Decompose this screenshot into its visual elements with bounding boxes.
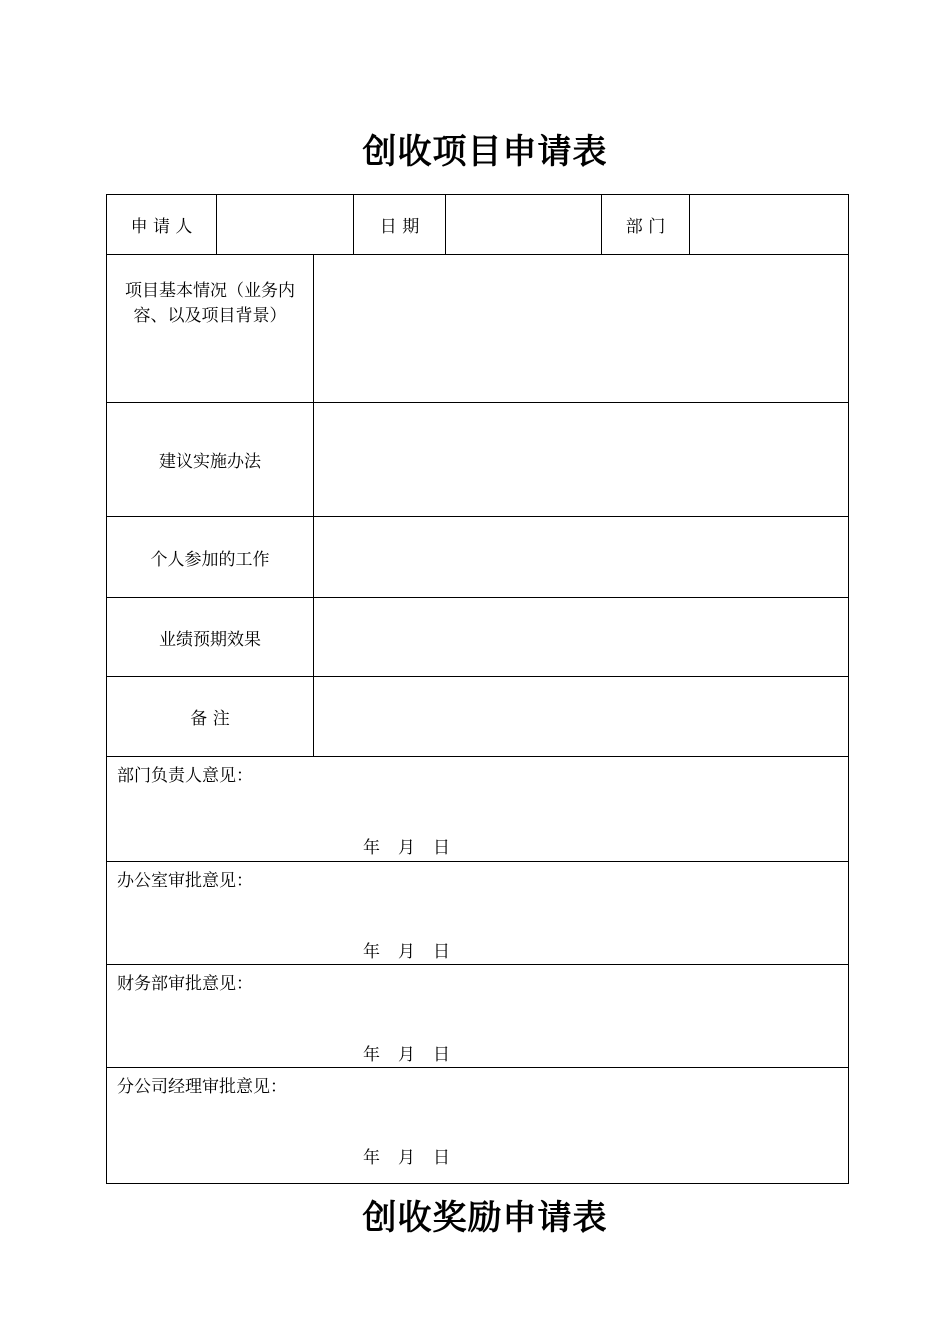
project-basics-label-cell bbox=[106, 254, 314, 403]
department-field[interactable] bbox=[689, 194, 849, 255]
next-form-title: 创收奖励申请表 bbox=[362, 1198, 608, 1238]
expected-results-label: 业绩预期效果 bbox=[106, 597, 314, 677]
year-label: 年 bbox=[363, 1045, 380, 1065]
remarks-field[interactable] bbox=[313, 676, 849, 757]
remarks-label: 备 注 bbox=[106, 676, 314, 757]
dept-head-opinion-label: 部门负责人意见： bbox=[117, 766, 253, 786]
year-label: 年 bbox=[363, 1148, 380, 1168]
form-title: 创收项目申请表 bbox=[362, 132, 608, 172]
day-label: 日 bbox=[433, 838, 450, 858]
application-form-table bbox=[106, 194, 849, 1184]
branch-manager-opinion-box[interactable] bbox=[106, 1067, 849, 1184]
day-label: 日 bbox=[433, 942, 450, 962]
branch-manager-date-line bbox=[363, 1143, 468, 1168]
personal-work-label: 个人参加的工作 bbox=[106, 516, 314, 598]
date-field[interactable] bbox=[445, 194, 602, 255]
finance-opinion-box[interactable] bbox=[106, 964, 849, 1068]
implementation-field[interactable] bbox=[313, 402, 849, 517]
applicant-field[interactable] bbox=[216, 194, 354, 255]
month-label: 月 bbox=[398, 838, 415, 858]
office-opinion-label: 办公室审批意见： bbox=[117, 871, 253, 891]
implementation-label: 建议实施办法 bbox=[106, 402, 314, 517]
personal-work-field[interactable] bbox=[313, 516, 849, 598]
month-label: 月 bbox=[398, 1045, 415, 1065]
month-label: 月 bbox=[398, 942, 415, 962]
project-basics-field[interactable] bbox=[313, 254, 849, 403]
finance-date-line bbox=[363, 1040, 468, 1065]
dept-head-opinion-box[interactable] bbox=[106, 756, 849, 862]
date-label: 日 期 bbox=[353, 194, 446, 255]
day-label: 日 bbox=[433, 1148, 450, 1168]
year-label: 年 bbox=[363, 942, 380, 962]
expected-results-field[interactable] bbox=[313, 597, 849, 677]
department-label: 部 门 bbox=[601, 194, 690, 255]
office-date-line bbox=[363, 937, 468, 962]
day-label: 日 bbox=[433, 1045, 450, 1065]
dept-head-date-line bbox=[363, 833, 468, 858]
branch-manager-opinion-label: 分公司经理审批意见： bbox=[117, 1077, 287, 1097]
finance-opinion-label: 财务部审批意见： bbox=[117, 974, 253, 994]
applicant-label: 申 请 人 bbox=[106, 194, 217, 255]
year-label: 年 bbox=[363, 838, 380, 858]
office-opinion-box[interactable] bbox=[106, 861, 849, 965]
month-label: 月 bbox=[398, 1148, 415, 1168]
project-basics-label: 项目基本情况（业务内容、以及项目背景） bbox=[125, 281, 295, 326]
